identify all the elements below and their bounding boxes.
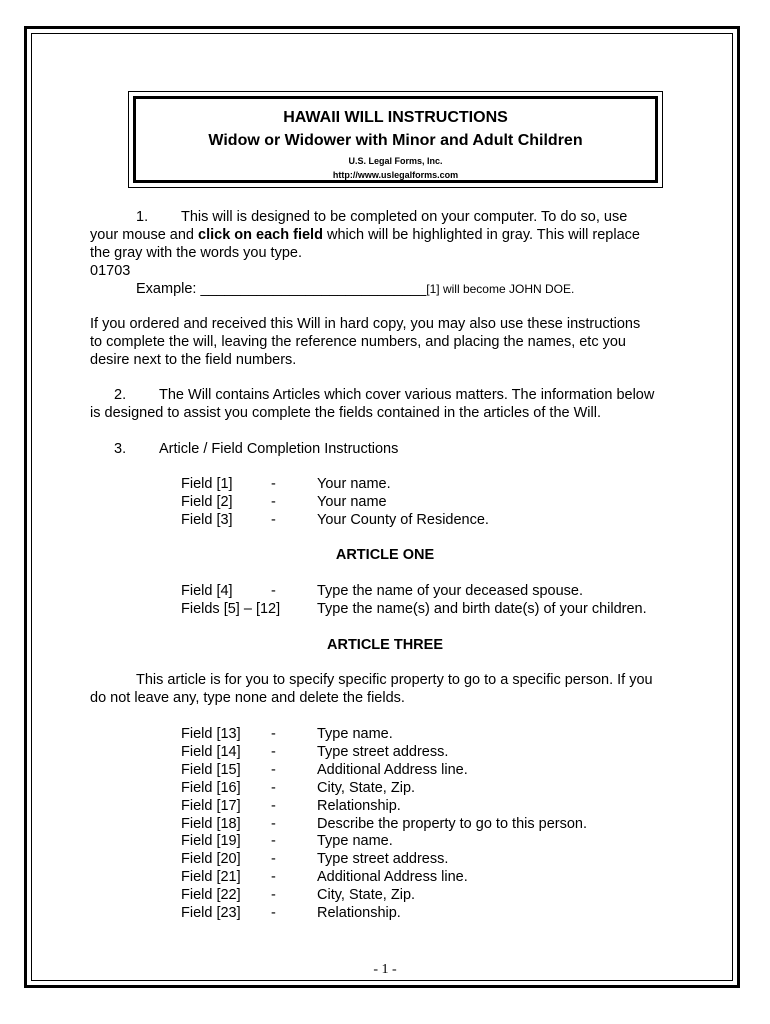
example-label: Example: ____________________________ <box>136 281 427 297</box>
form-code: 01703 <box>90 263 131 279</box>
field-dash: - <box>271 887 276 904</box>
field-desc: Relationship. <box>317 797 401 814</box>
field-label: Field [15] <box>181 761 241 778</box>
field-dash: - <box>271 583 276 599</box>
field-desc: Your County of Residence. <box>317 512 489 528</box>
page-number: - 1 - <box>373 962 397 977</box>
title-box-inner <box>133 96 658 183</box>
field-desc: Type the name(s) and birth date(s) of your children. <box>317 601 647 617</box>
field-label: Field [21] <box>181 869 241 886</box>
field-desc: Describe the property to go to this person. <box>317 815 588 832</box>
p3-text: Article / Field Completion Instructions <box>159 441 399 457</box>
hardcopy-line1: If you ordered and received this Will in hard copy, you may also use these instructions <box>90 316 641 332</box>
field-dash: - <box>271 851 276 868</box>
field-desc: City, State, Zip. <box>317 887 416 904</box>
field-desc: Relationship. <box>317 905 401 921</box>
field-desc: City, State, Zip. <box>317 779 416 796</box>
field-dash: - <box>271 797 276 814</box>
field-label: Field [23] <box>181 905 241 921</box>
field-label: Field [17] <box>181 797 241 814</box>
p2-number: 2. <box>114 387 127 403</box>
field-label: Field [4] <box>181 583 233 599</box>
document-title: HAWAII WILL INSTRUCTIONS <box>283 109 508 126</box>
example-note: [1] will become JOHN DOE. <box>426 282 575 296</box>
article-three-line1: This article is for you to specify specific property to go to a specific person. If you <box>136 672 653 688</box>
field-dash: - <box>271 512 276 528</box>
p1-line3: the gray with the words you type. <box>90 245 302 261</box>
article-three-heading: ARTICLE THREE <box>327 637 443 653</box>
p2-line1: The Will contains Articles which cover various matters. The information below <box>159 387 655 403</box>
p1-line2-bold: click on each field <box>198 227 323 243</box>
field-label: Field [14] <box>181 743 241 760</box>
p1-number: 1. <box>136 209 149 225</box>
field-label: Field [3] <box>181 512 233 528</box>
field-label: Field [19] <box>181 833 241 850</box>
p2-line2: is designed to assist you complete the fields contained in the articles of the Will. <box>90 405 601 421</box>
field-desc: Additional Address line. <box>317 761 468 778</box>
field-dash: - <box>271 815 276 832</box>
field-label: Field [20] <box>181 851 241 868</box>
field-dash: - <box>271 779 276 796</box>
field-desc: Your name. <box>317 476 391 492</box>
field-dash: - <box>271 494 276 510</box>
p1-line2-pre: your mouse and <box>90 227 199 243</box>
field-label: Field [18] <box>181 815 241 832</box>
example-line <box>136 280 574 298</box>
p1-line2-post: which will be highlighted in gray. This will replace <box>322 227 640 243</box>
hardcopy-line2: to complete the will, leaving the reference numbers, and placing the names, etc you <box>90 334 626 350</box>
field-label: Field [13] <box>181 726 241 742</box>
field-dash: - <box>271 476 276 492</box>
field-label: Field [22] <box>181 887 241 904</box>
title-box <box>128 91 663 188</box>
p1-line2 <box>90 226 640 244</box>
field-desc: Type street address. <box>317 851 449 868</box>
field-dash: - <box>271 869 276 886</box>
p3-number: 3. <box>114 441 127 457</box>
article-three-line2: do not leave any, type none and delete the fields. <box>90 690 405 706</box>
field-desc: Type street address. <box>317 743 449 760</box>
field-dash: - <box>271 743 276 760</box>
field-desc: Your name <box>317 494 387 510</box>
field-label: Field [1] <box>181 476 233 492</box>
company-name: U.S. Legal Forms, Inc. <box>348 156 443 166</box>
company-url: http://www.uslegalforms.com <box>332 170 459 180</box>
p1-line1: This will is designed to be completed on your computer. To do so, use <box>181 209 628 225</box>
field-dash: - <box>271 905 276 921</box>
hardcopy-line3: desire next to the field numbers. <box>90 352 297 368</box>
field-label: Fields [5] – [12] <box>181 601 281 617</box>
field-dash: - <box>271 726 276 742</box>
field-desc: Type name. <box>317 833 393 850</box>
field-dash: - <box>271 833 276 850</box>
field-label: Field [16] <box>181 779 241 796</box>
field-desc: Additional Address line. <box>317 869 468 886</box>
document-subtitle: Widow or Widower with Minor and Adult Children <box>208 132 583 149</box>
field-dash: - <box>271 761 276 778</box>
article-one-heading: ARTICLE ONE <box>335 547 435 563</box>
field-desc: Type the name of your deceased spouse. <box>317 583 584 599</box>
field-desc: Type name. <box>317 726 393 742</box>
field-label: Field [2] <box>181 494 233 510</box>
